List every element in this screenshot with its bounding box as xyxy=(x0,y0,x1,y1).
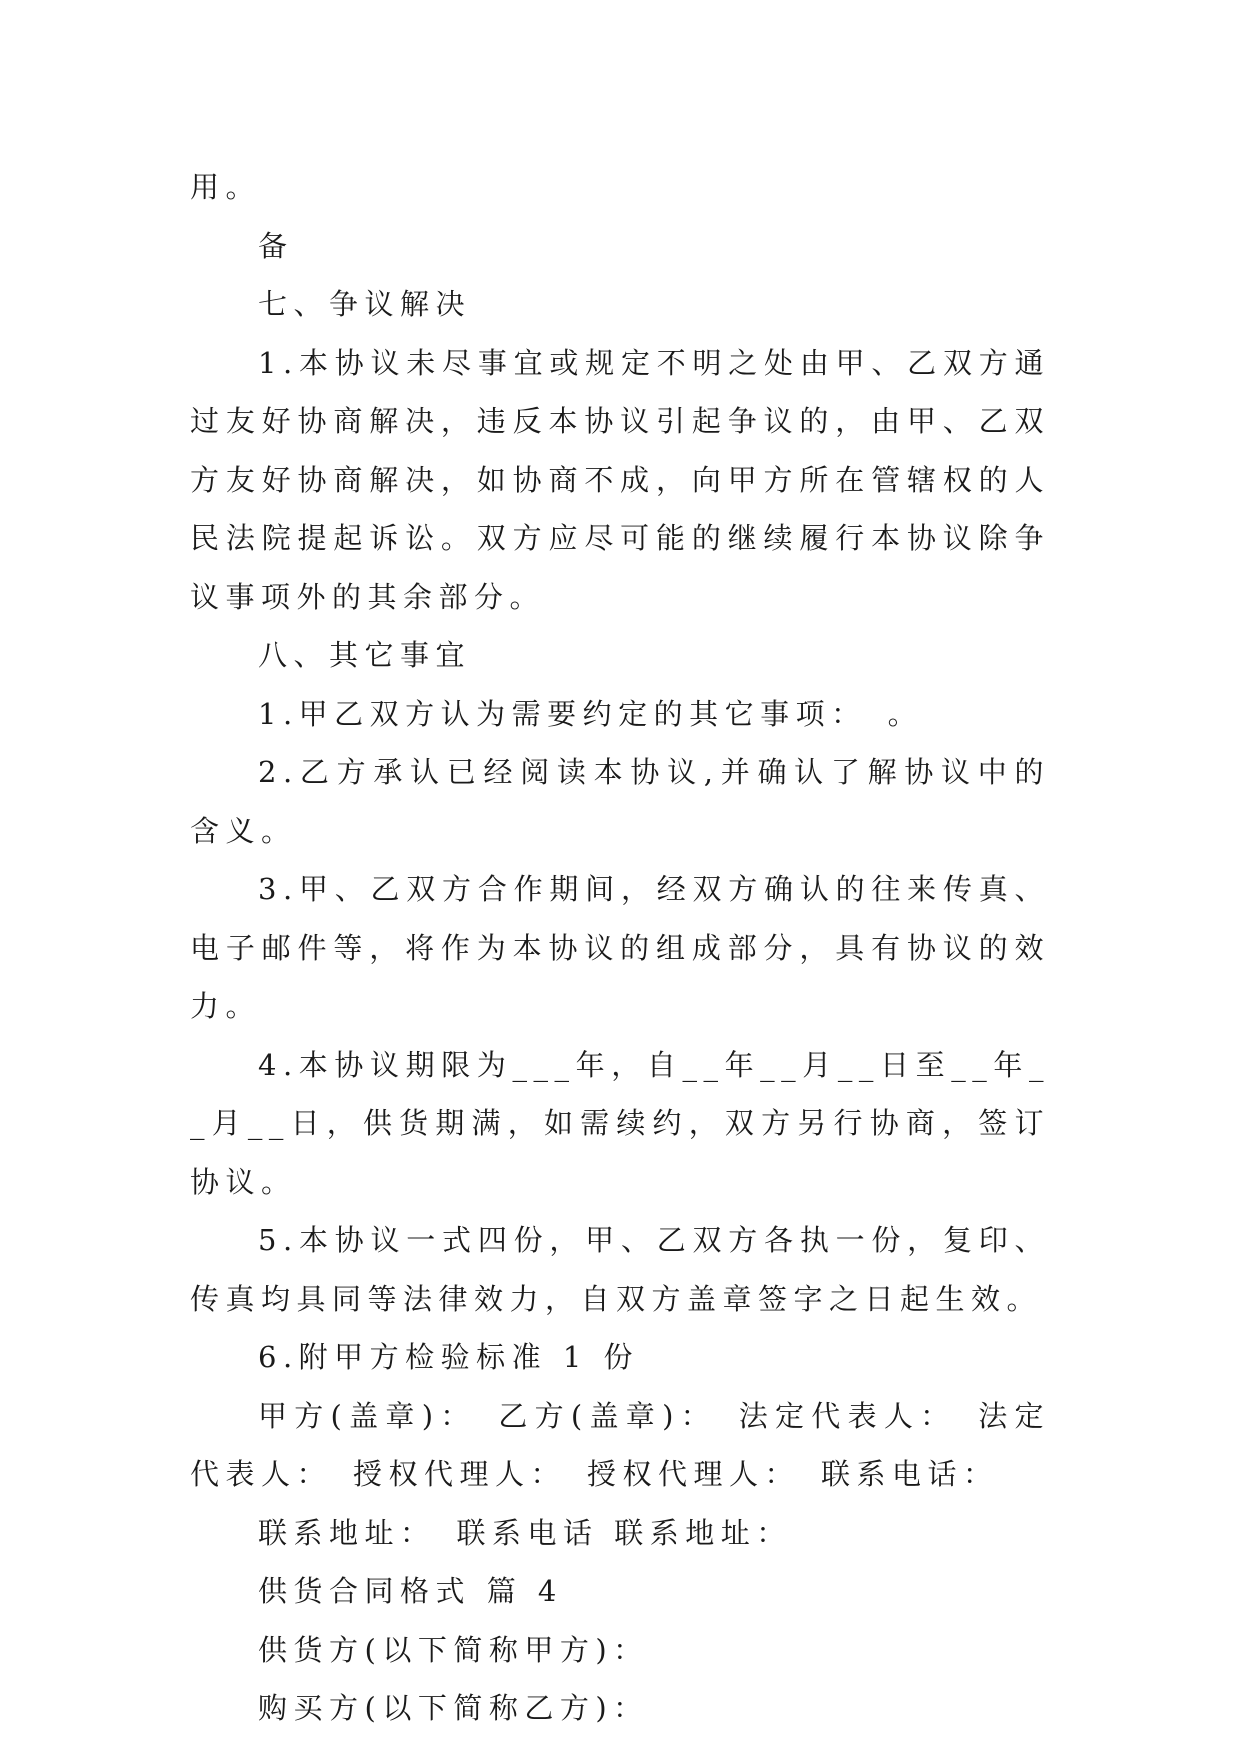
paragraph: 备 xyxy=(258,228,294,263)
paragraph: 4.本协议期限为___年，自__年__月__日至__年__月__日，供货期满，如需续约，双方另行协商，签订协议。 xyxy=(190,1047,1050,1199)
paragraph: 2.乙方承认已经阅读本协议,并确认了解协议中的含义。 xyxy=(190,755,1050,848)
paragraph: 5.本协议一式四份，甲、乙双方各执一份，复印、传真均具同等法律效力，自双方盖章签字之日起生效。 xyxy=(190,1223,1050,1316)
paragraph: 1.甲乙双方认为需要约定的其它事项： 。 xyxy=(258,696,924,731)
signature-block: 甲方(盖章)： 乙方(盖章)： 法定代表人： 法定代表人： 授权代理人： 授权代理人： 联系电话： xyxy=(190,1398,1050,1491)
paragraph: 3.甲、乙双方合作期间，经双方确认的往来传真、电子邮件等，将作为本协议的组成部分，具有协议的效力。 xyxy=(190,872,1050,1023)
signature-block: 联系地址： 联系电话 联系地址： xyxy=(258,1515,792,1550)
paragraph: 用。 xyxy=(190,170,262,204)
section-heading: 七、争议解决 xyxy=(258,287,472,321)
section-heading: 八、其它事宜 xyxy=(258,638,472,672)
section-heading: 供货合同格式 篇 4 xyxy=(258,1574,563,1608)
paragraph: 购买方(以下简称乙方)： xyxy=(258,1691,649,1725)
paragraph: 1.本协议未尽事宜或规定不明之处由甲、乙双方通过友好协商解决，违反本协议引起争议的，由甲、乙双方友好协商解决，如协商不成，向甲方所在管辖权的人民法院提起诉讼。双方应尽可能的继续履行本协议除争议事项外的其余部分。 xyxy=(190,345,1050,614)
paragraph: 6.附甲方检验标准 1 份 xyxy=(258,1340,640,1374)
paragraph: 供货方(以下简称甲方)： xyxy=(258,1632,649,1667)
document-body xyxy=(190,158,1050,1738)
